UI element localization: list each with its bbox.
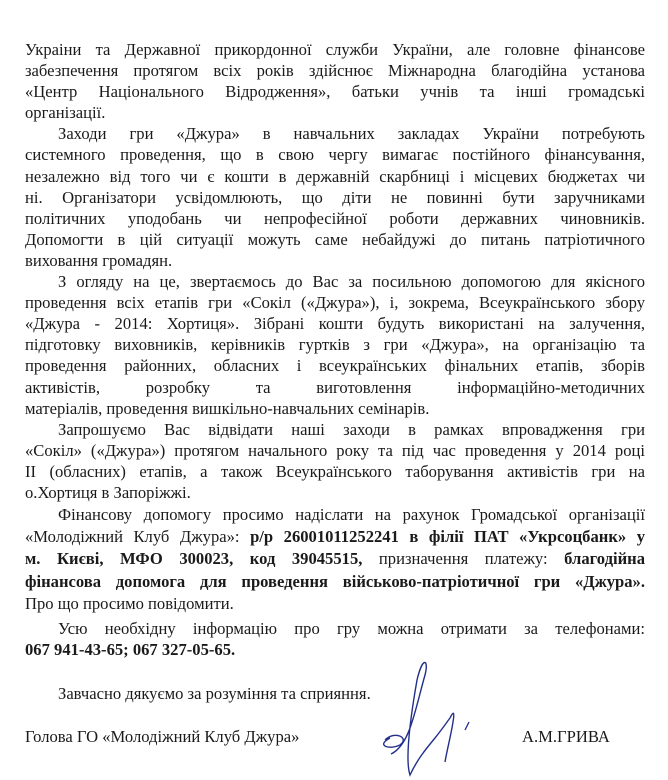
text-line: [25, 292, 645, 313]
text-line: [25, 377, 645, 398]
paragraph: [25, 123, 645, 271]
signer-name: А.М.ГРИВА: [522, 727, 610, 746]
closing-line: Завчасно дякуємо за розуміння та сприяння.: [58, 684, 371, 703]
text-line: [25, 419, 645, 440]
text-line: [25, 271, 645, 292]
text-line: [25, 313, 645, 334]
text-line: [25, 355, 645, 376]
text-segment: незалежно від того чи є кошти в державній скарбниці і місцевих бюджетах чи: [25, 166, 645, 186]
text-segment: проведення районних, обласних і всеукраїнських фінальних етапів, зборів: [25, 356, 645, 376]
text-line: [25, 144, 645, 165]
bold-text: благодійна: [564, 549, 645, 569]
text-line: [25, 440, 645, 461]
letter-body: [25, 39, 645, 660]
text-segment: забезпечення протягом всіх років здійснює Міжнародна благодійна установа: [25, 61, 645, 81]
text-segment: о.Хортиця в Запоріжжі.: [25, 482, 191, 502]
text-segment: ні. Організатори усвідомлюють, що діти не повинні бути заручниками: [25, 187, 645, 207]
text-line: [25, 548, 645, 570]
text-segment: Про що просимо повідомити.: [25, 593, 234, 613]
bold-text: 067 941-43-65; 067 327-05-65.: [25, 640, 236, 660]
text-line: [25, 60, 645, 81]
signer-title: Голова ГО «Молодіжний Клуб Джура»: [25, 727, 300, 746]
bold-text: фінансова допомога для проведення військово-патріотичної гри «Джура».: [25, 571, 645, 591]
text-line: [25, 229, 645, 250]
text-segment: Фінансову допомогу просимо надіслати на рахунок Громадської організації: [58, 505, 645, 525]
paragraph: [25, 618, 645, 660]
text-line: [25, 461, 645, 482]
text-segment: Допомогти в цій ситуації можуть саме небайдужі до питань патріотичного: [25, 229, 645, 249]
text-line: [25, 208, 645, 229]
text-line: [25, 81, 645, 102]
text-line: [25, 526, 645, 548]
text-segment: Усю необхідну інформацію про гру можна отримати за телефонами:: [58, 619, 645, 638]
text-line: [25, 250, 645, 271]
text-segment: «Джура - 2014: Хортиця». Зібрані кошти будуть використані на залучення,: [25, 314, 645, 334]
text-segment: організації.: [25, 103, 106, 123]
text-line: [25, 166, 645, 187]
text-line: [25, 123, 645, 144]
text-line: [25, 482, 645, 503]
text-line: [25, 334, 645, 355]
text-line: [25, 639, 645, 660]
text-line: [25, 187, 645, 208]
text-segment: активістів, розробку та виготовлення інформаційно-методичних: [25, 377, 645, 397]
text-segment: проведення всіх етапів гри «Сокіл («Джура»), і, зокрема, Всеукраїнського збору: [25, 293, 645, 313]
text-segment: Украіни та Державної прикордонної служби України, але головне фінансове: [25, 40, 645, 59]
text-segment: підготовку виховників, керівників гуртків з гри «Джура», на організацію та: [25, 335, 645, 355]
paragraph: [25, 419, 645, 503]
text-segment: ІІ (обласних) етапів, а також Всеукраїнського таборування активістів гри на: [25, 461, 645, 481]
paragraph: [25, 39, 645, 123]
text-line: [25, 102, 645, 123]
handwritten-signature: [355, 650, 485, 780]
text-segment: виховання громадян.: [25, 250, 173, 270]
paragraph: [25, 271, 645, 419]
text-line: [25, 571, 645, 593]
text-segment: політичних уподобань чи непрофесійної роботи державних чиновників.: [25, 208, 645, 228]
text-line: [25, 398, 645, 419]
bold-text: р/р 26001011252241 в філії ПАТ «Укрсоцбанк» у: [250, 527, 645, 547]
text-segment: «Молодіжний Клуб Джура»:: [25, 527, 251, 547]
text-segment: матеріалів, проведення вишкільно-навчальних семінарів.: [25, 398, 430, 418]
text-segment: призначення платежу:: [362, 549, 565, 569]
text-segment: «Сокіл» («Джура») протягом начального року та під час проведення у 2014 році: [25, 440, 645, 460]
text-segment: Заходи гри «Джура» в навчальних закладах України потребують: [58, 124, 645, 144]
text-line: [25, 618, 645, 639]
bold-text: м. Києві, МФО 300023, код 39045515,: [25, 549, 363, 569]
text-segment: «Центр Національного Відродження», батьки учнів та інші громадські: [25, 82, 645, 102]
text-line: [25, 593, 645, 615]
text-line: [25, 39, 645, 60]
text-segment: системного проведення, що в свою чергу вимагає постійного фінансування,: [25, 145, 645, 165]
text-line: [25, 504, 645, 526]
text-segment: З огляду на це, звертаємось до Вас за посильною допомогою для якісного: [58, 272, 645, 292]
paragraph: [25, 504, 645, 615]
text-segment: Запрошуємо Вас відвідати наші заходи в рамках впровадження гри: [58, 419, 645, 439]
